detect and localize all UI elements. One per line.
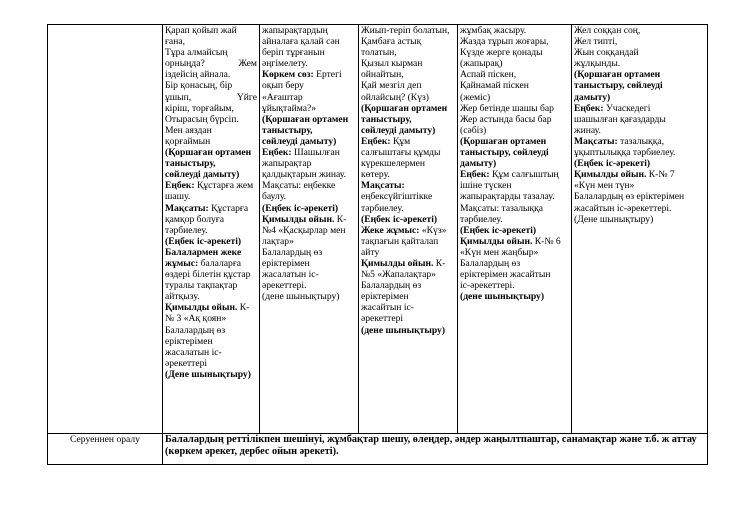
cell-line-rest: Құстарға жем: [194, 180, 254, 192]
cell-line: [165, 203, 257, 214]
cell-line: Балалардың өз: [262, 246, 323, 258]
cell-line: әрекеттері.: [262, 280, 307, 292]
cell-line: Қарап қойып жай: [165, 25, 237, 36]
cell-line: (Еңбек іс-әрекеті): [262, 202, 339, 214]
cell-line: беріп тұрғанын: [262, 47, 325, 59]
cell-line: (дене шынықтыру): [262, 291, 340, 303]
cell-line: әңгімелету.: [262, 58, 308, 70]
return-from-walk-text: Балалардың реттілікпен шешінуі, жұмбақтар шешу, өлеңдер, әндер жаңылтпаштар, санамақтар және т.б. ж аттау (көркем әрекет, дербес ойын әрекеті).: [165, 434, 697, 457]
cell-line: жасайтын іс-: [361, 302, 414, 314]
cell-line-rest: К-: [433, 257, 446, 269]
cell-line: шашу.: [165, 191, 191, 203]
cell-return-from-walk: [163, 434, 708, 465]
cell-line: Балалардың өз: [460, 257, 521, 269]
cell-line: [262, 214, 356, 225]
cell-line: Қызыл кырман: [361, 58, 423, 70]
cell-line: Жер астында басы бар: [460, 113, 552, 125]
cell-line: Жиып-теріп болатын,: [361, 25, 450, 36]
cell-line: жапырақтар: [262, 158, 312, 170]
cell-line: ұқыптылыққа тәрбиелеу.: [574, 147, 676, 159]
cell-line: іздейсің айнала.: [165, 69, 231, 81]
cell-line: тәрбиелеу.: [460, 213, 503, 225]
cell-line: шашылған қағаздарды: [574, 113, 666, 125]
cell-line: (Еңбек іс-әрекеті): [361, 213, 438, 225]
cell-line: Балалармен жеке: [165, 246, 242, 258]
cell-line: орныңда? Жем: [165, 58, 257, 70]
cell-line: дамыту): [460, 158, 497, 170]
cell-line-bold-part: Еңбек:: [262, 147, 292, 159]
cell-line: Мен аяздан: [165, 124, 212, 136]
cell-line-bold-part: Қимылды ойын.: [361, 257, 434, 269]
cell-line: (жапырақ): [460, 58, 503, 70]
cell-line: ұйықтайма?»: [262, 102, 317, 114]
cell-line: (дене шынықтыру): [361, 324, 446, 336]
cell-line: [460, 236, 569, 247]
cell-line: [574, 103, 705, 114]
cell-line: сөйлеуді дамыту): [262, 135, 337, 147]
cell-line: әрекеттері: [361, 313, 404, 325]
cell-line: лақтар»: [262, 235, 294, 247]
cell-line: Аспай піскен,: [460, 69, 517, 81]
cell-line: №4 «Қасқырлар мен: [262, 224, 346, 236]
cell-line: еңбексүйгіштікке: [361, 191, 433, 203]
cell-line: [262, 69, 356, 80]
cell-line: Мақсаты:: [361, 180, 405, 192]
cell-line: сөйлеуді дамыту): [165, 169, 240, 181]
cell-line: таныстыру,: [165, 158, 216, 170]
cell-line: қалдықтарын жинау.: [262, 169, 347, 181]
cell-line: жұлқынды.: [574, 58, 621, 70]
cell-line: Қай мезгіл деп: [361, 80, 422, 92]
cell-line-rest: Құстарға: [208, 202, 249, 214]
cell-line-bold-part: Қимылды ойын.: [165, 302, 238, 314]
cell-line: [574, 169, 705, 180]
cell-line-bold-part: Мақсаты:: [165, 202, 209, 214]
cell-line: [460, 169, 569, 180]
cell-line: оқып беру: [262, 80, 304, 92]
cell-line: (Дене шынықтыру): [165, 368, 251, 380]
cell-line: тақпағын қайталап: [361, 235, 439, 247]
cell-line: Тұра алмайсың: [165, 47, 228, 59]
row-label-return-from-walk: Серуеннен оралу: [48, 434, 163, 465]
cell-line: күрекшелермен: [361, 158, 425, 170]
table-row-return-from-walk: [48, 434, 708, 465]
cell-line: тәрбиелеу.: [361, 202, 404, 214]
cell-line: өздері білетін құстар: [165, 269, 251, 281]
cell-line-bold-part: Мақсаты:: [574, 135, 618, 147]
cell-line: баулу.: [262, 191, 287, 203]
cell-line: № 3 «Ақ қоян»: [165, 313, 227, 325]
cell-line-rest: Құм салғыштың: [489, 169, 559, 181]
cell-line-bold-part: Қимылды ойын.: [574, 169, 647, 181]
cell-thursday: [458, 25, 572, 434]
cell-line: [361, 225, 455, 236]
cell-line: еріктерімен: [165, 335, 213, 347]
cell-line: (Қоршаған ортамен: [574, 69, 661, 81]
cell-line: қамқор болуға: [165, 213, 224, 225]
cell-line: жапырақтарды тазалау.: [460, 191, 555, 203]
cell-line-bold-part: Қимылды ойын.: [460, 235, 533, 247]
cell-line: тәрбиелеу.: [165, 224, 208, 236]
cell-line-rest: К-: [334, 213, 347, 225]
cell-line: (Қоршаған ортамен: [460, 135, 547, 147]
cell-line: «Күн мен түн»: [574, 180, 635, 192]
cell-line: Жел типті,: [574, 36, 618, 48]
cell-line-rest: К-: [237, 302, 250, 314]
cell-line-rest: К-№ 6: [532, 235, 561, 247]
cell-line-rest: «Күз»: [419, 224, 447, 236]
cell-line: [574, 136, 705, 147]
cell-line: [165, 302, 257, 313]
cell-line: жасалатын іс-: [262, 269, 319, 281]
cell-line: айту: [361, 246, 380, 258]
cell-line: (дене шынықтыру): [460, 291, 545, 303]
cell-line-bold-part: жұмыс:: [165, 257, 199, 269]
cell-line: (Еңбек іс-әрекеті): [460, 224, 537, 236]
cell-line-rest: балаларға: [198, 257, 242, 269]
cell-line: таныстыру, сөйлеуді: [460, 147, 549, 159]
cell-line-rest: Құм: [390, 135, 411, 147]
cell-line: «Ағаштар: [262, 91, 303, 103]
cell-line: Балалардың өз: [165, 324, 226, 336]
cell-line: Мақсаты: тазалыққа: [460, 202, 544, 214]
cell-line: таныстыру,: [262, 124, 313, 136]
cell-line: (жеміс): [460, 91, 491, 103]
cell-line: [361, 136, 455, 147]
cell-tuesday: [260, 25, 359, 434]
cell-line: (Дене шынықтыру): [574, 213, 654, 225]
cell-line: еріктерімен: [262, 257, 310, 269]
cell-line: Бір қонасың, бір: [165, 80, 233, 92]
plan-table: [47, 24, 708, 465]
cell-line-rest: К-№ 7: [646, 169, 675, 181]
cell-line: Жын соққандай: [574, 47, 639, 59]
cell-line: ішіне түскен: [460, 180, 512, 192]
cell-line-rest: Ертегі: [313, 69, 342, 81]
cell-line: [165, 180, 257, 191]
cell-line: [361, 258, 455, 269]
cell-line: Жер бетінде шашы бар: [460, 102, 554, 114]
cell-line: «Күн мен жаңбыр»: [460, 246, 539, 258]
cell-line: толатын,: [361, 47, 397, 59]
cell-line: жасайтын іс-әрекеттері.: [574, 202, 672, 214]
cell-line: жұмбақ жасыру.: [460, 25, 527, 36]
cell-line: ұшып, Үйге: [165, 91, 257, 103]
cell-line-bold-part: Еңбек:: [165, 180, 195, 192]
cell-line: іс-әрекеттері.: [460, 280, 515, 292]
cell-line: Балалардың өз: [361, 280, 422, 292]
cell-line: жасалатын іс-: [165, 346, 222, 358]
cell-line: әрекеттері: [165, 357, 208, 369]
cell-line: Қайнамай піскен: [460, 80, 529, 92]
cell-line: таныстыру,: [361, 113, 412, 125]
cell-line: Күзде жерге қонады: [460, 47, 543, 59]
cell-line: (Қоршаған ортамен: [165, 147, 252, 159]
cell-line: №5 «Жапалақтар»: [361, 269, 436, 281]
cell-line-bold-part: Қимылды ойын.: [262, 213, 335, 225]
cell-line: ғана,: [165, 36, 185, 48]
cell-line: Жел соққан соң,: [574, 25, 641, 36]
table-row-activities: [48, 25, 708, 434]
cell-line: Балалардың өз еріктерімен: [574, 191, 685, 203]
cell-line: туралы тақпақтар: [165, 280, 238, 292]
cell-line: Жазда тұрып жоғары,: [460, 36, 549, 48]
cell-line: таныстыру, сөйлеуді: [574, 80, 663, 92]
cell-line: еріктерімен: [361, 291, 409, 303]
cell-line: Мақсаты: еңбекке: [262, 180, 336, 192]
cell-line: айтқызу.: [165, 291, 200, 303]
cell-line: көтеру.: [361, 169, 390, 181]
cell-line: Қамбаға астық: [361, 36, 422, 48]
cell-line: (Еңбек іс-әрекеті): [165, 235, 242, 247]
cell-line: салғыштағы құмды: [361, 147, 441, 159]
cell-line: (сәбіз): [460, 124, 487, 136]
cell-line-bold-part: Көркем сөз:: [262, 69, 314, 81]
cell-line-rest: Учаскедегі: [603, 102, 651, 114]
row-label-empty: [48, 25, 163, 434]
cell-line: айналаға қалай сән: [262, 36, 340, 48]
cell-line-rest: Шашылған: [291, 147, 340, 159]
cell-line: (Қоршаған ортамен: [262, 113, 349, 125]
cell-line-bold-part: Еңбек:: [361, 135, 391, 147]
cell-line: еріктерімен жасайтын: [460, 269, 551, 281]
cell-line: кіріш, торғайым,: [165, 102, 234, 114]
cell-line: [262, 147, 356, 158]
cell-line-bold-part: Еңбек:: [460, 169, 490, 181]
cell-line-bold-part: Еңбек:: [574, 102, 604, 114]
cell-line: Отырасың бүрсіп.: [165, 113, 239, 125]
cell-line: ойнайтын,: [361, 69, 404, 81]
cell-line: (Қоршаған ортамен: [361, 102, 448, 114]
cell-line: жапырақтардың: [262, 25, 328, 36]
cell-line: сөйлеуді дамыту): [361, 124, 436, 136]
cell-line: (Еңбек іс-әрекеті): [574, 158, 651, 170]
cell-line: жинау.: [574, 124, 601, 136]
cell-friday: [572, 25, 708, 434]
cell-line: ойлайсың? (Күз): [361, 91, 429, 103]
cell-line-rest: тазалыққа,: [617, 135, 665, 147]
cell-line: [165, 258, 257, 269]
cell-line: дамыту): [574, 91, 611, 103]
cell-wednesday: [359, 25, 458, 434]
cell-line: қорғаймын: [165, 135, 211, 147]
cell-monday: [163, 25, 260, 434]
cell-line-bold-part: Жеке жұмыс:: [361, 224, 420, 236]
